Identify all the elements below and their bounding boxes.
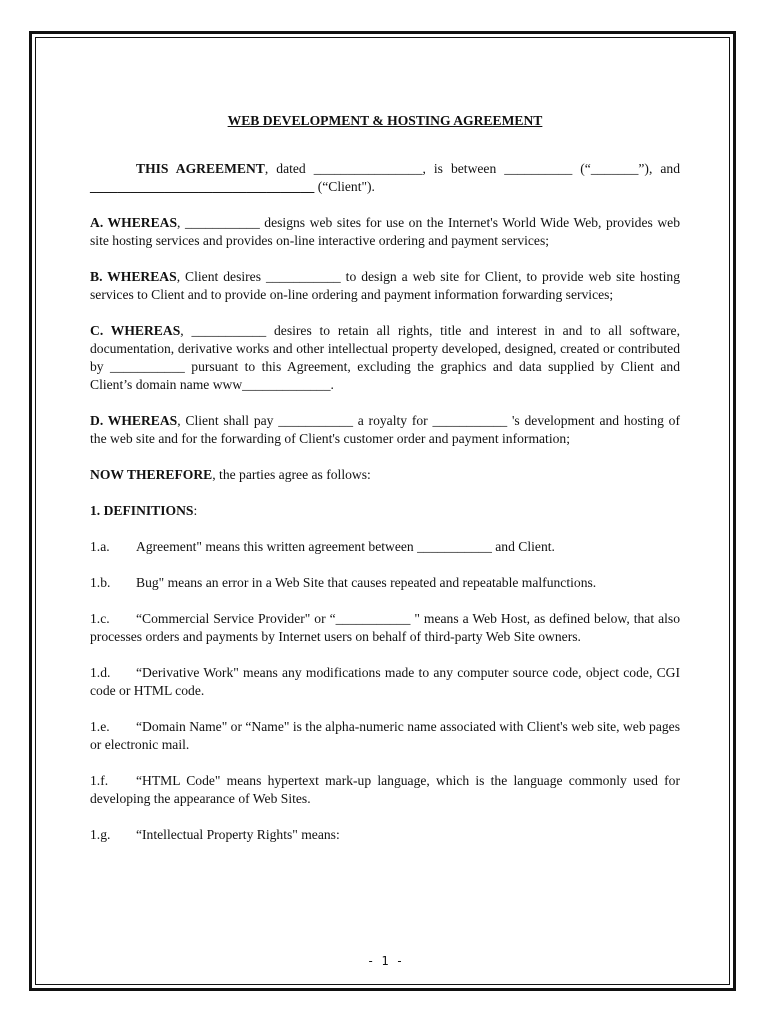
recital-a [90,214,680,250]
intro-paragraph [90,160,680,196]
definition-text: Agreement" means this written agreement between ___________ and Client. [136,539,555,554]
recital-c [90,322,680,394]
intro-blank: _________________________________ [90,179,315,194]
definition-text: “Commercial Service Provider" or “___________ " means a Web Host, as defined below, that also processes orders and payments by Internet users on behalf of third-party Web Site owners. [90,611,680,644]
now-therefore-text: , the parties agree as follows: [212,467,371,482]
recital-text: , ___________ designs web sites for use on the Internet's World Wide Web, provides web site hosting services and provides on-line interactive ordering and payment services; [90,215,680,248]
definition-text: Bug" means an error in a Web Site that causes repeated and repeatable malfunctions. [136,575,597,590]
definition-item [90,610,680,646]
page-number: - 1 - [366,954,404,968]
intro-text: , dated ________________, is between __________ (“_______”), and [264,161,680,176]
recital-d [90,412,680,448]
definition-item [90,574,680,592]
definition-item [90,664,680,700]
definition-item [90,826,680,844]
definition-number: 1.e. [90,719,110,734]
definition-number: 1.f. [90,773,109,788]
recital-text: , Client shall pay ___________ a royalty for ___________ 's development and hosting of the web site and for the forwarding of Client's customer order and payment information; [90,413,680,446]
definition-text: “Derivative Work" means any modifications made to any computer source code, object code, CGI code or HTML code. [90,665,680,698]
definition-item [90,772,680,808]
recital-text: , ___________ desires to retain all rights, title and interest in and to all software, documentation, derivative works and other intellectual property developed, designed, created or contributed by ___________ pursuant to this Agreement, excluding the graphics and data supplied by Client and Client’s domain name www_____________. [90,323,680,392]
definition-number: 1.b. [90,575,111,590]
document-title: WEB DEVELOPMENT & HOSTING AGREEMENT [227,113,543,128]
now-therefore-label: NOW THEREFORE [90,467,213,482]
definition-text: “HTML Code" means hypertext mark-up language, which is the language commonly used for developing the appearance of Web Sites. [90,773,680,806]
definition-number: 1.d. [90,665,111,680]
definition-text: “Intellectual Property Rights" means: [136,827,340,842]
definition-item [90,538,680,556]
definitions-heading-colon: : [193,503,198,518]
definition-item [90,718,680,754]
intro-lead: THIS AGREEMENT [136,161,265,176]
recital-label: D. WHEREAS [90,413,178,428]
recital-label: C. WHEREAS [90,323,181,338]
intro-tail: (“Client"). [314,179,375,194]
definitions-heading-label: 1. DEFINITIONS [90,503,194,518]
recital-label: A. WHEREAS [90,215,178,230]
definition-text: “Domain Name" or “Name" is the alpha-numeric name associated with Client's web site, web pages or electronic mail. [90,719,680,752]
recital-b [90,268,680,304]
now-therefore-paragraph [90,466,680,484]
definition-number: 1.a. [90,539,110,554]
recital-label: B. WHEREAS [90,269,177,284]
definition-number: 1.g. [90,827,111,842]
recital-text: , Client desires ___________ to design a web site for Client, to provide web site hosting services to Client and to provide on-line ordering and payment information forwarding services; [90,269,680,302]
document-body [90,112,680,862]
definitions-heading [90,502,680,520]
definition-number: 1.c. [90,611,110,626]
